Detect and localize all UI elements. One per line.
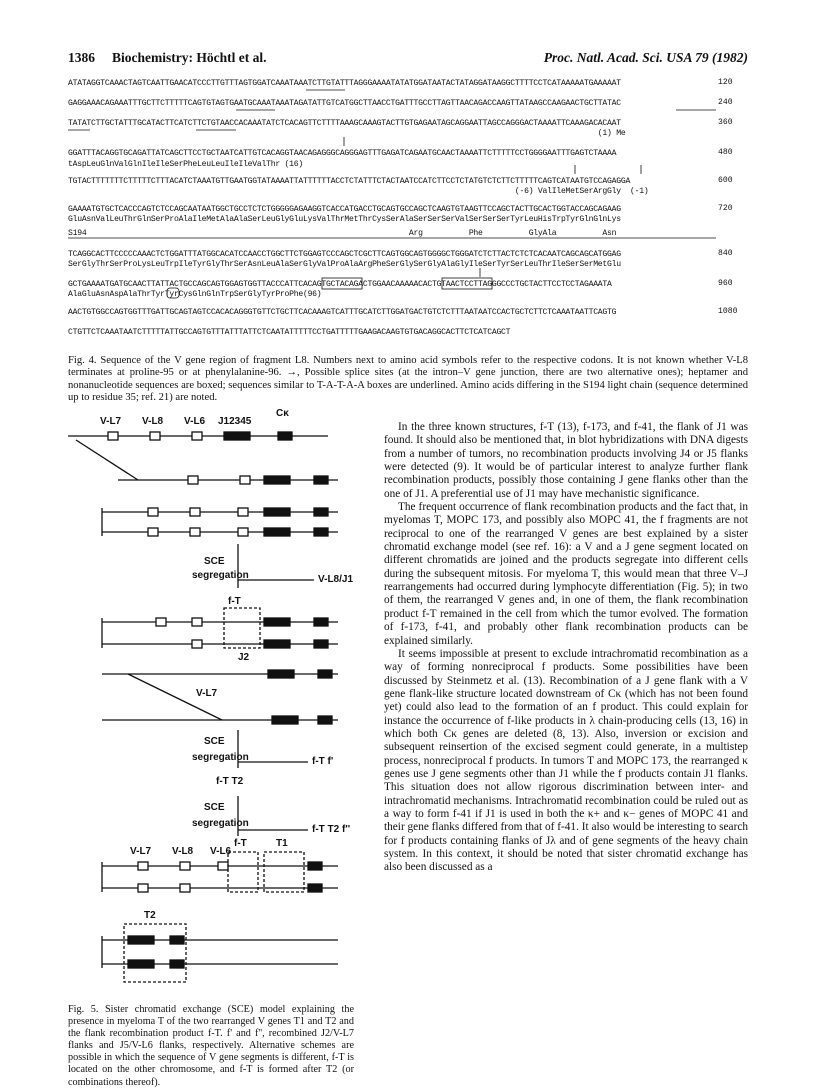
sequence-annotations xyxy=(0,0,816,350)
sequence-number: 1080 xyxy=(718,307,738,316)
label-v-l7: V-L7 xyxy=(100,416,122,427)
sequence-line: TCAGGCACTTCCCCCAAACTCTGGATTTATGGCACATCCAACCTGGCTTCTGGAGTCCCAGCTCGCTTCAGTGGCAGTGGGGCTGGGATCTCTTACTCTCTCACAATCAGCAGCATGGAG xyxy=(68,250,621,259)
figure-5-diagram xyxy=(68,408,358,992)
amino-acid-line: AlaGluAsnAspAlaThrTyrTyrCysGlnGlnTrpSerGlyTyrProPhe(96) xyxy=(68,290,322,299)
label-v-l6: V-L6 xyxy=(184,416,206,427)
label-ck: Cκ xyxy=(276,408,289,419)
label-sce-3: SCE xyxy=(204,802,225,813)
phe96-circle xyxy=(167,288,179,298)
amino-acid-line: GluAsnValLeuThrGlnSerProAlaIleMetAlaAlaSerLeuGlyGluLysValThrMetThrCysSerAlaSerSerSerValSerSerSerTyrLeuHisTrpTyrGlnGlnLys xyxy=(68,215,621,224)
figure-5-caption: Fig. 5. Sister chromatid exchange (SCE) model explaining the presence in myeloma T of the two rearranged V genes T1 and T2 and the flank recombination product f-T. f' and f'', recombined J2/V-L7 flanks and J5/V-L6 flanks, respectively. Alternative schemes are possible in which the sequence of V gene segments is different, f-T is located on the other chromosome, and f-T is formed after T2 (or combinations thereof). xyxy=(68,1004,354,1088)
sequence-line: TATATCTTGCTATTTGCATACTTCATCTTCTGTAACCACAAATATCTCACAGTTCTTTTAAAGCAAAGTACTTGTGAGAATAGCAGGAATTAGCCAGGGACTAAAATTCAAAGACACAAT xyxy=(68,119,621,128)
label-f-t-c: f-T xyxy=(234,838,247,849)
sequence-number: 960 xyxy=(718,279,733,288)
page-number: 1386 xyxy=(68,50,95,65)
label-t2: T2 xyxy=(144,910,156,921)
sequence-line: GCTGAAAATGATGCAACTTATTACTGCCAGCAGTGGAGTGGTTACCCATTCACAGTGCTACAGACTGGAACAAAAACACTGTAACTCCTTAGGGCCCTGCTACTTCCTCCTAGAAATA xyxy=(68,280,612,289)
sequence-line: GGATTTACAGGTGCAGATTATCAGCTTCCTGCTAATCATTGTCACAGGTAACAGAGGGCAGGGAGTTTGAGATCAGAATGCAACTAAAATTCTTTTTCCTGGGGAATTTGAGTCTAAAA xyxy=(68,149,617,158)
figure-4-caption: Fig. 4. Sequence of the V gene region of fragment L8. Numbers next to amino acid symbols refer to the respective codons. It is not known whether V-L8 terminates at proline-95 or at phenylalanine-96. →, Possible splice sites (at the intron–V gene junction, there are two alternative ones); heptamer and nonanucleotide sequences are boxed; sequences similar to T-A-T-A-A boxes are underlined. Amino acids differing in the S194 light chain (sequence determined up to residue 35; ref. 21) are noted. xyxy=(68,355,748,403)
label-output-1: V-L8/J1 xyxy=(318,574,354,585)
label-j-cluster: J12345 xyxy=(218,416,252,427)
sequence-line: GAAAATGTGCTCACCCAGTCTCCAGCAATAATGGCTGCCTCTCTGGGGGAGAAGGTCACCATGACCTGCAGTGCCAGCTCAAGTGTAAGTTCCAGCTACTTGCACTGGTACCAGCAGAAG xyxy=(68,205,621,214)
nonamer-box xyxy=(442,278,492,289)
sequence-number: 600 xyxy=(718,176,733,185)
sequence-number: 480 xyxy=(718,148,733,157)
label-v-l6-c: V-L6 xyxy=(210,846,232,857)
sequence-line: ATATAGGTCAAACTAGTCAATTGAACATCCCTTGTTTAGTGGATCAAATAAATCTTGTATTTAGGGAAAATATATGGATAATACTATAGGATAAGGCTTTTCCTCATAAAAATGAAAAAT xyxy=(68,79,621,88)
body-paragraph: It seems impossible at present to exclude intrachromatid recombination as a way of forming nonreciprocal f products. Some possibilities have been discussed by Steinmetz et al. (13). Recombination of a J gene flank with a V gene flank-like structure located downstream of Cκ (which has not been found yet) could also lead to the formation of an f product. This could explain for instance the occurrence of f-like products in λ chain-producing cells (13, 16) in which both Cκ genes are deleted (8, 13). Also, inversion or excision and subsequent reinsertion of the excised segment could generate, in a multistep process, nonreciprocal f products. In tumors T and MOPC 173, the rearranged κ genes use J gene segments other than J1 while the f products contain J1 flanks. This situation does not allow rigorous discrimination between inter- and intrachromatid mechanisms. Intrachromatid recombination could be ruled out as a way to form f-41 if J1 is used in both the κ+ and κ− genes of MOPC 41 and their gene flanks differed from that of f-41. It also would be interesting to search for f products containing flanks of Jλ and of gene segments of the heavy chain system. In this context, it should be noted that sister chromatid exchange has also been discussed as a xyxy=(384,647,748,874)
label-segregation-3: segregation xyxy=(192,818,249,829)
amino-acid-line: (-6) ValIleMetSerArgGly (-1) xyxy=(68,187,649,196)
label-v-l7-b: V-L7 xyxy=(196,688,218,699)
sequence-line: TGTACTTTTTTTCTTTTTCTTTACATCTAAATGTTGAATGGTATAAAATTATTTTTTACCTCTATTTCTACTAATCCATCTTCCTCTATGTCTCTTCTTTTTCAGTCATAATGTCCAGAGGA xyxy=(68,177,631,186)
label-sce-1: SCE xyxy=(204,556,225,567)
s194-difference-line: S194 Arg Phe GlyAla Asn xyxy=(68,229,617,238)
sequence-number: 240 xyxy=(718,98,733,107)
sequence-line: AACTGTGGCCAGTGGTTTGATTGCAGTAGTCCACACAGGGTGTTCTGCTTCACAAAGTCATTTGCATCTTGGATGACTGTCTCTTTAATAATCCACTGCTCTTCTCAAATAATTCAGTG xyxy=(68,308,617,317)
sequence-number: 360 xyxy=(718,118,733,127)
amino-acid-line: tAspLeuGlnValGlnIleIleSerPheLeuLeuIleIleValThr (16) xyxy=(68,160,303,169)
sequence-number: 120 xyxy=(718,78,733,87)
label-output-3: f-T T2 f'' xyxy=(312,824,351,835)
journal-section: Biochemistry: Höchtl et al. xyxy=(112,50,267,65)
label-segregation-1: segregation xyxy=(192,570,249,581)
label-output-2: f-T f' xyxy=(312,756,334,767)
journal-reference: Proc. Natl. Acad. Sci. USA 79 (1982) xyxy=(543,50,748,65)
sequence-number: 840 xyxy=(718,249,733,258)
label-sce-2: SCE xyxy=(204,736,225,747)
amino-acid-line: SerGlyThrSerProLysLeuTrpIleTyrGlyThrSerAsnLeuAlaSerGlyValProAlaArgPheSerGlySerGlyAlaGlyIleSerTyrSerLeuThrIleSerSerMetGlu xyxy=(68,260,621,269)
sce-diagram-graphic xyxy=(68,412,358,992)
body-paragraph: The frequent occurrence of flank recombination products and the fact that, in myelomas T, MOPC 173, and possibly also MOPC 41, the f fragments are not reciprocal to one of the rearranged V genes are best explained by a sister chromatid exchange model (see ref. 16): a V and a J gene segment located on different chromatids are joined and the products segregate into different cells during the subsequent mitosis. For myeloma T, this would mean that three V–J rearrangements had occurred during lymphocyte differentiation (Fig. 5); in two of them, the rearranged V genes and, in one of them, the flank recombination product f-T remained in the cell from which the tumor evolved. The formation of f-173, f-41, and probably other flank recombination products can be explained similarly. xyxy=(384,501,748,647)
heptamer-box xyxy=(322,278,362,289)
label-f-t: f-T xyxy=(228,596,241,607)
sequence-line: CTGTTCTCAAATAATCTTTTTATTGCCAGTGTTTATTTATTCTCAATATTTTTCCTGATTTTTGAAGACAAGTGTGACAGGCACTTCTCATCAGCT xyxy=(68,328,511,337)
sequence-line: GAGGAAACAGAAATTTGCTTCTTTTTCAGTGTAGTGAATGCAAATAAATAGATATTGTCATGGCTTAACCTGATTTGCCTTAGTTAACAGACCAAGTTATAAGCCAAGAACTGCTTATAC xyxy=(68,99,621,108)
amino-acid-line: (1) Me xyxy=(68,129,626,138)
body-text-column xyxy=(384,421,748,875)
label-v-l8-c: V-L8 xyxy=(172,846,194,857)
label-v-l7-c: V-L7 xyxy=(130,846,152,857)
body-paragraph: In the three known structures, f-T (13), f-173, and f-41, the flank of J1 was found. It should also be mentioned that, in blot hybridizations with DNA digests from a number of tumors, no recombination products involving J4 or J5 flanks were detected (9). It would be of particular interest to analyze further flank recombination products, possibly those containing J gene flanks other than the one of J1. A preferential use of J1 may have mechanistic significance. xyxy=(384,421,748,500)
label-mid: f-T T2 xyxy=(216,776,244,787)
label-segregation-2: segregation xyxy=(192,752,249,763)
label-v-l8: V-L8 xyxy=(142,416,164,427)
label-t1: T1 xyxy=(276,838,288,849)
sequence-number: 720 xyxy=(718,204,733,213)
label-j2: J2 xyxy=(238,652,250,663)
